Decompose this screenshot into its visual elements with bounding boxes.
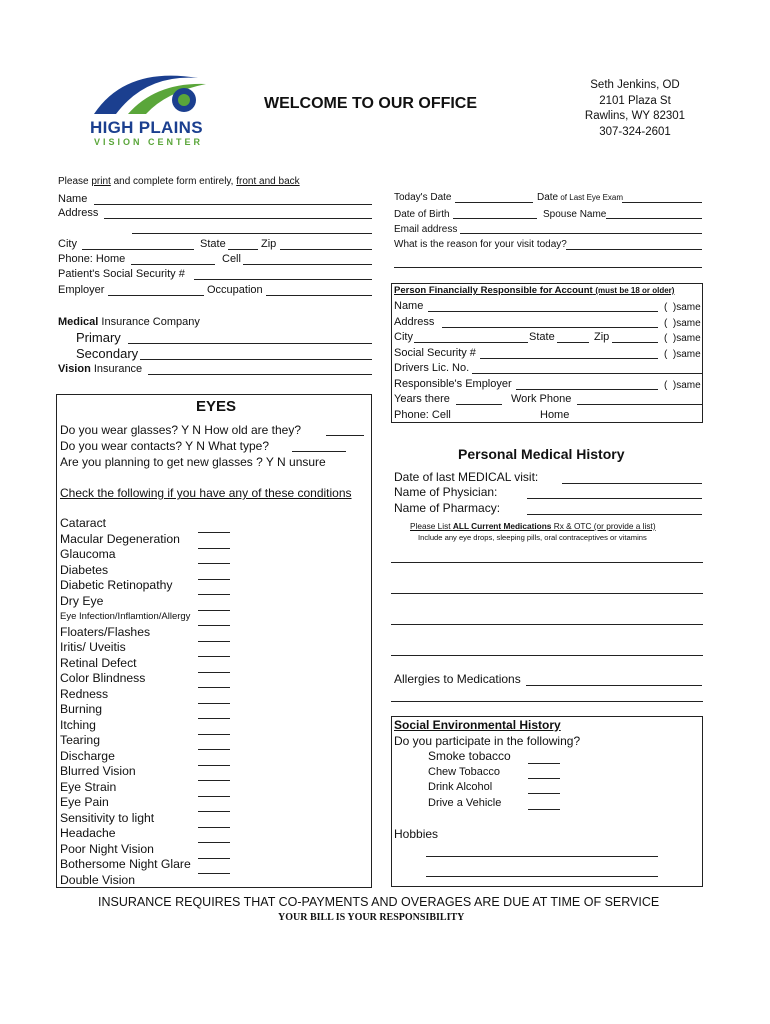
medical-history-heading: Personal Medical History [458, 446, 625, 462]
resp-work-phone-label: Work Phone [511, 393, 572, 405]
condition-blank[interactable] [198, 579, 230, 580]
logo [86, 64, 216, 150]
chew-label: Chew Tobacco [428, 766, 500, 778]
pharmacy-field[interactable] [527, 514, 702, 515]
social-heading: Social Environmental History [394, 718, 561, 732]
todays-date-label: Today's Date [394, 192, 452, 203]
last-visit-field[interactable] [562, 483, 702, 484]
resp-name-label: Name [394, 300, 424, 312]
resp-work-phone-field[interactable] [577, 404, 702, 405]
medications-line-3[interactable] [391, 624, 703, 625]
condition-label: Glaucoma [60, 547, 116, 561]
name-label: Name [58, 193, 88, 205]
condition-blank[interactable] [198, 687, 230, 688]
resp-drivers-label: Drivers Lic. No. [394, 362, 470, 374]
condition-label: Iritis/ Uveitis [60, 640, 126, 654]
zip-label: Zip [261, 238, 277, 250]
phone-home-label: Phone: Home [58, 253, 126, 265]
drive-label: Drive a Vehicle [428, 797, 502, 809]
secondary-field[interactable] [140, 359, 372, 360]
same-open: ( [664, 333, 668, 344]
medications-line-4[interactable] [391, 655, 703, 656]
address-line: Seth Jenkins, OD [590, 79, 680, 91]
resp-address-label: Address [394, 316, 435, 328]
logo-line1: HIGH PLAINS [90, 118, 203, 137]
logo-line2: VISION CENTER [94, 137, 204, 147]
email-label: Email address [394, 224, 458, 235]
condition-blank[interactable] [198, 703, 230, 704]
condition-label: Discharge [60, 748, 115, 763]
condition-label: Itching [60, 717, 96, 732]
vision-bold: Vision [58, 363, 91, 375]
same-label: )same [672, 380, 701, 391]
condition-label: Dry Eye [60, 593, 104, 608]
address-field[interactable] [104, 218, 372, 219]
condition-label: Eye Infection/Inflamtion/Allergy [60, 611, 191, 622]
condition-label: Bothersome Night Glare [60, 857, 191, 871]
meds-bold: ALL Current Medications [452, 521, 552, 531]
condition-blank[interactable] [198, 811, 230, 812]
cell-label: Cell [222, 253, 241, 265]
condition-label: Double Vision [60, 872, 135, 887]
resp-ssn-field[interactable] [480, 358, 658, 359]
condition-blank[interactable] [198, 734, 230, 735]
pharmacy-label: Name of Pharmacy: [394, 501, 501, 515]
same-label: )same [672, 333, 701, 344]
dob-label: Date of Birth [394, 209, 450, 220]
contacts-question: Do you wear contacts? Y N What type? [60, 439, 269, 453]
resp-city-label: City [394, 331, 413, 343]
drive-blank[interactable] [528, 809, 560, 810]
eyes-heading: EYES [196, 398, 237, 415]
condition-blank[interactable] [198, 656, 230, 657]
email-field[interactable] [460, 233, 702, 234]
resp-address-same[interactable] [664, 318, 701, 329]
condition-label: Poor Night Vision [60, 841, 154, 856]
resp-name-same[interactable] [664, 302, 701, 313]
resp-years-label: Years there [394, 393, 450, 405]
allergies-field[interactable] [526, 685, 702, 686]
condition-blank[interactable] [198, 610, 230, 611]
condition-label: Eye Pain [60, 795, 109, 809]
condition-label: Diabetes [60, 562, 109, 577]
condition-label: Retinal Defect [60, 655, 137, 670]
allergies-field-2[interactable] [391, 701, 703, 702]
vision-insurance-field[interactable] [148, 374, 372, 375]
dob-field[interactable] [453, 218, 537, 219]
resp-phone-cell-label: Phone: Cell [394, 409, 451, 421]
spouse-label: Spouse Name [543, 209, 607, 220]
reason-field-2[interactable] [394, 267, 702, 268]
employer-field[interactable] [108, 295, 204, 296]
last-exam-text: of Last Eye Exam [558, 193, 624, 202]
reason-label: What is the reason for your visit today? [394, 239, 567, 250]
condition-blank[interactable] [198, 780, 230, 781]
footer-bill-notice: YOUR BILL IS YOUR RESPONSIBILITY [278, 912, 465, 923]
same-open: ( [664, 349, 668, 360]
resp-name-field[interactable] [428, 311, 658, 312]
address-line: Rawlins, WY 82301 [584, 110, 686, 122]
occupation-field[interactable] [266, 295, 372, 296]
condition-blank[interactable] [198, 672, 230, 673]
primary-field[interactable] [128, 343, 372, 344]
instructions [58, 176, 300, 187]
conditions-heading: Check the following if you have any of these conditions [60, 486, 352, 500]
same-label: )same [672, 318, 701, 329]
smoke-label: Smoke tobacco [428, 749, 511, 763]
alcohol-label: Drink Alcohol [428, 781, 493, 793]
resp-city-field[interactable] [414, 342, 528, 343]
resp-zip-field[interactable] [612, 342, 658, 343]
resp-years-field[interactable] [456, 404, 502, 405]
condition-blank[interactable] [198, 858, 230, 859]
address-line: 307-324-2601 [599, 125, 671, 138]
social-question: Do you participate in the following? [394, 734, 581, 748]
condition-label: Blurred Vision [60, 764, 136, 778]
address-line: 2101 Plaza St [599, 94, 671, 107]
same-open: ( [664, 302, 668, 313]
condition-blank[interactable] [198, 749, 230, 750]
condition-label: Tearing [60, 733, 100, 747]
hobbies-label: Hobbies [394, 827, 439, 841]
condition-blank[interactable] [198, 842, 230, 843]
resp-state-field[interactable] [557, 342, 589, 343]
meds-pre: Please List [410, 521, 453, 531]
same-label: )same [672, 349, 701, 360]
city-label: City [58, 238, 77, 250]
condition-blank[interactable] [198, 641, 230, 642]
condition-blank[interactable] [198, 765, 230, 766]
chew-blank[interactable] [528, 778, 560, 779]
allergies-label: Allergies to Medications [394, 672, 521, 686]
condition-blank[interactable] [198, 718, 230, 719]
reason-field[interactable] [566, 249, 702, 250]
condition-blank[interactable] [198, 625, 230, 626]
condition-blank[interactable] [198, 827, 230, 828]
ssn-field[interactable] [194, 279, 372, 280]
hobbies-field-1[interactable] [426, 856, 658, 857]
resp-ssn-label: Social Security # [394, 347, 476, 359]
address-field-2[interactable] [132, 233, 372, 234]
todays-date-field[interactable] [455, 202, 533, 203]
hobbies-field-2[interactable] [426, 876, 658, 877]
condition-label: Eye Strain [60, 779, 117, 794]
instr-mid: and complete form entirely, [110, 176, 237, 187]
medications-line-2[interactable] [391, 593, 703, 594]
employer-label: Employer [58, 284, 105, 296]
medications-line-1[interactable] [391, 562, 703, 563]
responsible-heading-text: Person Financially Responsible for Account [394, 285, 593, 296]
instr-print: print [91, 176, 111, 187]
responsible-heading [394, 285, 674, 296]
condition-blank[interactable] [198, 873, 230, 874]
resp-employer-label: Responsible's Employer [394, 378, 512, 390]
condition-blank[interactable] [198, 563, 230, 564]
new-glasses-question: Are you planning to get new glasses ? Y N unsure [60, 455, 326, 469]
vision-insurance-label [58, 363, 142, 375]
condition-label: Sensitivity to light [60, 810, 155, 825]
ssn-label: Patient's Social Security # [58, 268, 185, 280]
state-field[interactable] [228, 249, 258, 250]
resp-employer-same[interactable] [664, 380, 701, 391]
medications-instructions [410, 521, 656, 531]
eye-logo-icon [86, 64, 216, 122]
primary-label: Primary [76, 330, 121, 345]
condition-label: Cataract [60, 516, 107, 530]
last-exam-label [537, 192, 623, 203]
zip-field[interactable] [280, 249, 372, 250]
meds-post: Rx & OTC (or provide a list) [551, 521, 656, 531]
glasses-question: Do you wear glasses? Y N How old are they? [60, 423, 302, 437]
medications-note: Include any eye drops, sleeping pills, oral contraceptives or vitamins [418, 533, 647, 542]
last-exam-date: Date [537, 192, 559, 203]
contacts-type-field[interactable] [292, 451, 346, 452]
glasses-age-field[interactable] [326, 435, 364, 436]
condition-label: Floaters/Flashes [60, 624, 151, 639]
instr-front-back: front and back [236, 176, 300, 187]
name-field[interactable] [94, 204, 372, 205]
spouse-field[interactable] [606, 218, 702, 219]
resp-ssn-same[interactable] [664, 349, 701, 360]
physician-field[interactable] [527, 498, 702, 499]
footer-insurance-notice: INSURANCE REQUIRES THAT CO-PAYMENTS AND OVERAGES ARE DUE AT TIME OF SERVICE [98, 895, 660, 909]
resp-zip-label: Zip [594, 331, 610, 343]
medical-insurance-label [58, 316, 200, 328]
physician-label: Name of Physician: [394, 485, 498, 499]
condition-label: Burning [60, 702, 103, 716]
resp-address-field[interactable] [442, 327, 658, 328]
cell-field[interactable] [243, 264, 372, 265]
condition-label: Color Blindness [60, 671, 146, 685]
instr-pre: Please [58, 176, 92, 187]
condition-label: Headache [60, 826, 116, 840]
medical-bold: Medical [58, 316, 99, 328]
occupation-label: Occupation [207, 284, 263, 296]
phone-home-field[interactable] [131, 264, 215, 265]
condition-blank[interactable] [198, 548, 230, 549]
city-field[interactable] [82, 249, 194, 250]
same-open: ( [664, 380, 668, 391]
address-label: Address [58, 207, 99, 219]
same-label: )same [672, 302, 701, 313]
medical-rest: Insurance Company [98, 316, 200, 328]
office-address [565, 78, 705, 140]
condition-label: Diabetic Retinopathy [60, 578, 173, 592]
vision-rest: Insurance [90, 363, 143, 375]
last-exam-field[interactable] [622, 202, 702, 203]
page-title: WELCOME TO OUR OFFICE [264, 95, 478, 112]
resp-city-same[interactable] [664, 333, 701, 344]
alcohol-blank[interactable] [528, 793, 560, 794]
same-open: ( [664, 318, 668, 329]
secondary-label: Secondary [76, 346, 139, 361]
condition-label: Redness [60, 686, 109, 701]
condition-label: Macular Degeneration [60, 531, 180, 546]
responsible-heading-note: (must be 18 or older) [595, 286, 675, 295]
smoke-blank[interactable] [528, 763, 560, 764]
last-visit-label: Date of last MEDICAL visit: [394, 470, 539, 484]
condition-blank[interactable] [198, 796, 230, 797]
resp-drivers-field[interactable] [472, 373, 702, 374]
resp-employer-field[interactable] [516, 389, 658, 390]
resp-state-label: State [529, 331, 555, 343]
condition-blank[interactable] [198, 532, 230, 533]
resp-home-label: Home [540, 409, 570, 421]
state-label: State [200, 238, 226, 250]
condition-blank[interactable] [198, 594, 230, 595]
